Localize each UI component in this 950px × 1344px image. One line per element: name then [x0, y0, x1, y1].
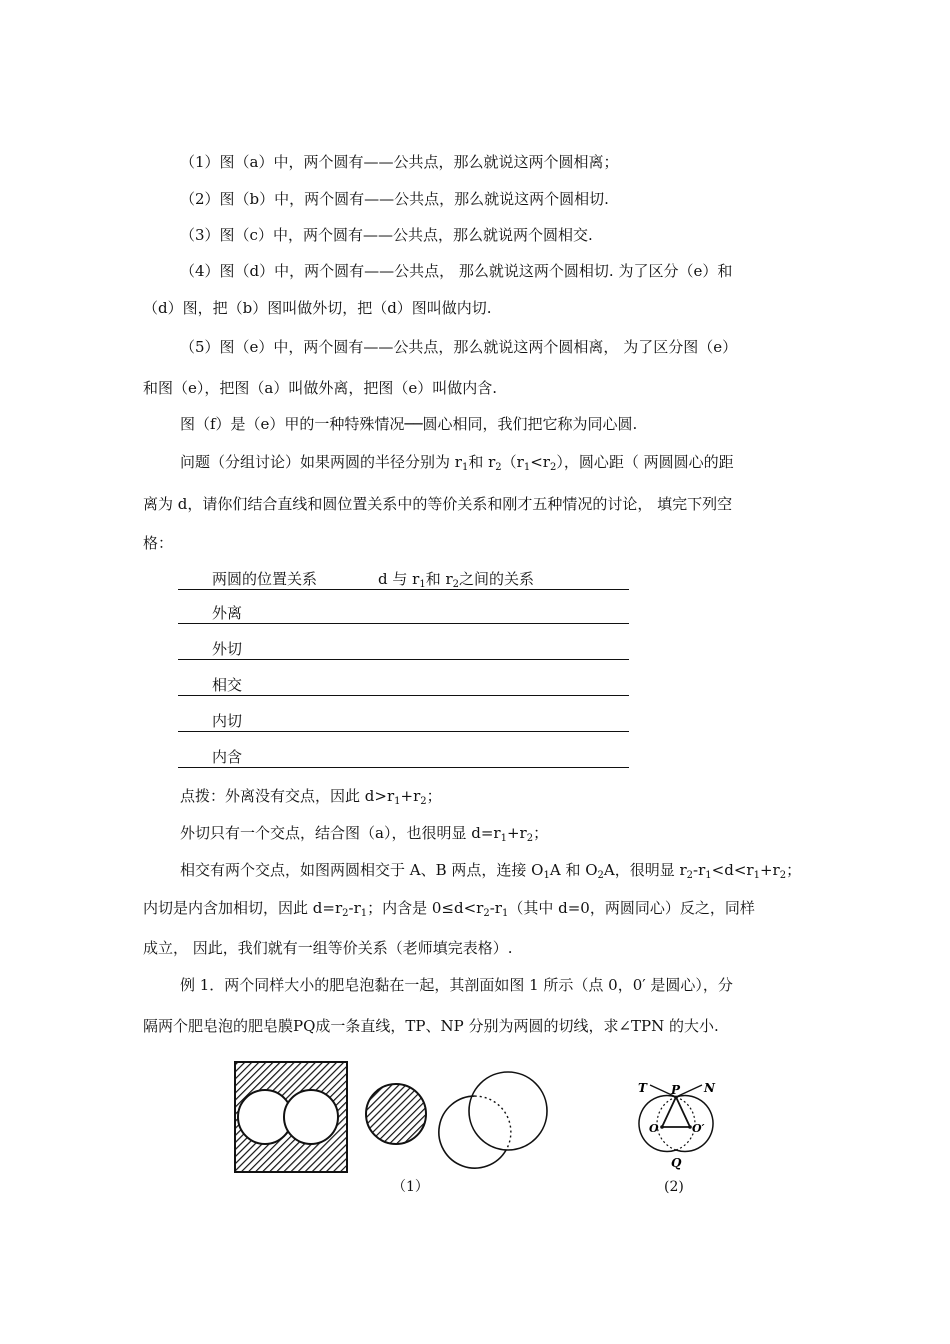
table-row — [178, 747, 629, 768]
paragraph-4-line-1: （4）图（d）中，两个圆有——公共点， 那么就说这两个圆相切. 为了区分（e）和 — [180, 262, 733, 280]
paragraph-4-line-2: （d）图，把（b）图叫做外切，把（d）图叫做内切. — [143, 299, 492, 317]
paragraph-2: （2）图（b）中，两个圆有——公共点，那么就说这两个圆相切. — [180, 190, 609, 208]
paragraph-5-line-2: 和图（e），把图（a）叫做外离，把图（e）叫做内含. — [143, 379, 497, 397]
table-header-row — [178, 569, 629, 590]
h3-e: <d<r — [711, 861, 754, 879]
sub-2: 2 — [686, 870, 694, 881]
table-row — [178, 675, 629, 696]
sub-1: 1 — [419, 579, 426, 590]
h3-d: -r — [693, 861, 706, 879]
label-q: Q — [671, 1156, 682, 1170]
label-n: N — [704, 1081, 715, 1095]
example-line-1: 例 1．两个同样大小的肥皂泡黏在一起，其剖面如图 1 所示（点 0，0′ 是圆心），分 — [180, 976, 733, 994]
sub-1: 1 — [543, 870, 550, 881]
paragraph-f: 图（f）是（e）甲的一种特殊情况──圆心相同，我们把它称为同心圆. — [180, 415, 638, 433]
sub-2: 2 — [420, 796, 427, 807]
example-line-2: 隔两个肥皂泡的肥皂膜PQ成一条直线，TP、NP 分别为两圆的切线，求∠TPN 的大小. — [143, 1017, 719, 1035]
large-circle — [469, 1072, 547, 1150]
point-o — [660, 1125, 664, 1129]
sub-2: 2 — [779, 870, 787, 881]
hint-line-1 — [180, 786, 442, 806]
question-line-1 — [180, 452, 734, 472]
sub-2: 2 — [483, 908, 490, 919]
hdr-text-c: 之间的关系 — [459, 570, 535, 588]
h1-b: +r — [400, 787, 421, 805]
sub-2: 2 — [597, 870, 604, 881]
hint-line-5: 成立， 因此，我们就有一组等价关系（老师填完表格）. — [143, 939, 513, 957]
table-row-label: 内切 — [212, 712, 243, 730]
table-row — [178, 639, 629, 660]
label-o: O — [649, 1122, 659, 1135]
h4-a: 内切是内含加相切，因此 d=r — [143, 899, 343, 917]
figure-1 — [225, 1060, 565, 1180]
h3-f: +r — [759, 861, 780, 879]
center-triangle — [662, 1097, 690, 1127]
sub-1: 1 — [360, 908, 368, 919]
h1-c: ； — [426, 787, 442, 805]
figure-1-caption: （1） — [392, 1179, 429, 1195]
h3-c: A，很明显 r — [603, 861, 687, 879]
table-row-label: 外离 — [212, 604, 243, 622]
table-row — [178, 711, 629, 732]
question-line-2: 离为 d，请你们结合直线和圆位置关系中的等价关系和刚才五种情况的讨论， 填完下列空 — [143, 495, 733, 513]
sub-1: 1 — [394, 796, 401, 807]
label-o-prime: O′ — [692, 1122, 705, 1135]
hdr-text-b: 和 r — [425, 570, 453, 588]
q1-text-a: 问题（分组讨论）如果两圆的半径分别为 r — [180, 453, 462, 471]
q1-text-b: 和 r — [468, 453, 496, 471]
sub-2: 2 — [549, 462, 557, 473]
hdr-text-a: d 与 r — [378, 570, 420, 588]
question-line-3: 格： — [143, 534, 174, 552]
sub-2: 2 — [452, 579, 460, 590]
hint-line-4 — [143, 898, 755, 918]
hint-line-2 — [180, 823, 548, 843]
q1-text-d: <r — [530, 453, 550, 471]
table-header-right — [378, 569, 534, 589]
h1-a: 点拨：外离没有交点，因此 d>r — [180, 787, 395, 805]
h2-a: 外切只有一个交点，结合图（a），也很明显 d=r — [180, 824, 501, 842]
h4-b: -r — [348, 899, 361, 917]
h3-a: 相交有两个交点，如图两圆相交于 A、B 两点，连接 O — [180, 861, 544, 879]
sub-1: 1 — [500, 833, 507, 844]
sub-1: 1 — [501, 908, 509, 919]
h3-g: ； — [786, 861, 802, 879]
label-t: T — [638, 1081, 647, 1095]
h4-d: -r — [489, 899, 502, 917]
table-row-label: 外切 — [212, 640, 243, 658]
h3-b: A 和 O — [549, 861, 598, 879]
table-row — [178, 603, 629, 624]
sub-1: 1 — [753, 870, 760, 881]
sub-2: 2 — [495, 462, 502, 473]
sub-1: 1 — [523, 462, 531, 473]
paragraph-5-line-1: （5）图（e）中，两个圆有——公共点，那么就说这两个圆相离， 为了区分图（e） — [180, 338, 738, 356]
hint-line-3 — [180, 860, 801, 880]
paragraph-3: （3）图（c）中，两个圆有——公共点，那么就说两个圆相交. — [180, 226, 593, 244]
bubble-right — [284, 1090, 338, 1144]
label-p: P — [671, 1083, 681, 1097]
sub-2: 2 — [526, 833, 534, 844]
h2-b: +r — [506, 824, 527, 842]
figure-2-caption: (2) — [664, 1179, 684, 1195]
table-row-label: 内含 — [212, 748, 243, 766]
table-row-label: 相交 — [212, 676, 243, 694]
figure-2 — [620, 1075, 730, 1175]
q1-text-c: （r — [501, 453, 524, 471]
sub-1: 1 — [461, 462, 469, 473]
q1-text-e: ），圆心距（ 两圆圆心的距 — [556, 453, 734, 471]
paragraph-1: （1）图（a）中，两个圆有——公共点，那么就说这两个圆相离； — [180, 153, 619, 171]
sub-1: 1 — [705, 870, 712, 881]
h4-e: （其中 d=0，两圆同心）反之，同样 — [508, 899, 755, 917]
sub-2: 2 — [342, 908, 349, 919]
hatched-circle — [366, 1084, 426, 1144]
table-header-left: 两圆的位置关系 — [212, 570, 318, 588]
h4-c: ；内含是 0≤d<r — [367, 899, 484, 917]
h2-c: ； — [533, 824, 549, 842]
